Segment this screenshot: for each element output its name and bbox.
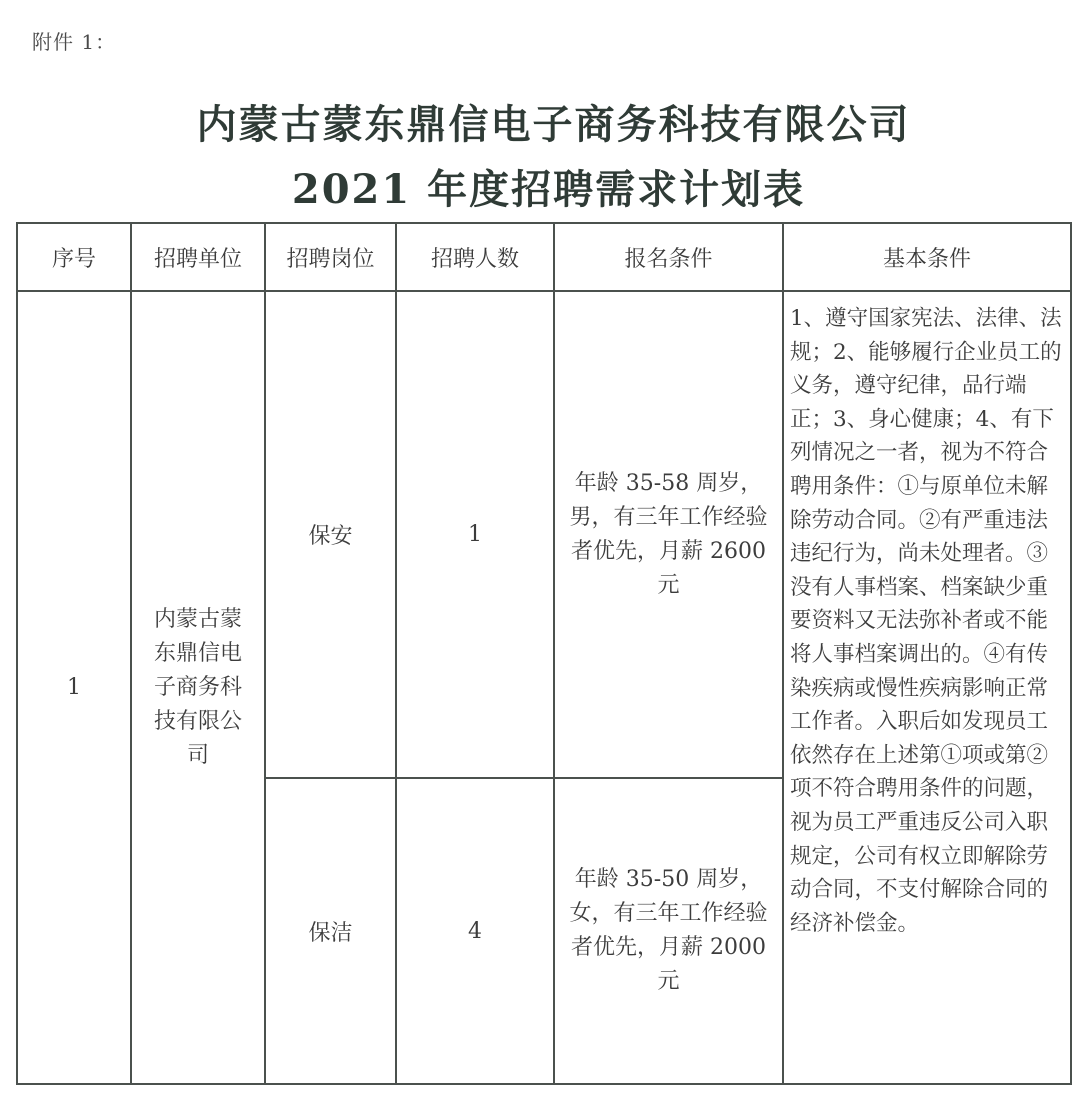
table-row [17,291,1071,778]
cell-basic-conditions: 1、遵守国家宪法、法律、法规；2、能够履行企业员工的义务，遵守纪律，品行端正；3、身心健康；4、有下列情况之一者，视为不符合聘用条件：①与原单位未解除劳动合同。②有严重违法违纪行为，尚未处理者。③没有人事档案、档案缺少重要资料又无法弥补者或不能将人事档案调出的。④有传染疾病或慢性疾病影响正常工作者。入职后如发现员工依然存在上述第①项或第②项不符合聘用条件的问题，视为员工严重违反公司入职规定，公司有权立即解除劳动合同，不支付解除合同的经济补偿金。 [783,291,1071,1084]
attachment-label: 附件 1： [32,30,117,54]
cell-position: 保安 [265,291,396,778]
cell-index: 1 [17,291,131,1084]
cell-requirements [554,291,783,778]
requirements-text: 年龄 35-58 周岁，男，有三年工作经验者优先，月薪 2600 元 [569,470,768,598]
cell-requirements [554,778,783,1084]
header-unit: 招聘单位 [131,223,265,291]
table-header-row [17,223,1071,291]
unit-name: 内蒙古蒙东鼎信电子商务科技有限公司 [153,606,242,768]
header-requirements: 报名条件 [554,223,783,291]
cell-count: 4 [396,778,554,1084]
cell-count: 1 [396,291,554,778]
header-position: 招聘岗位 [265,223,396,291]
document-subtitle: 2021 年度招聘需求计划表 [291,166,806,213]
header-count: 招聘人数 [396,223,554,291]
cell-position: 保洁 [265,778,396,1084]
document-title: 内蒙古蒙东鼎信电子商务科技有限公司 [196,101,911,148]
header-index: 序号 [17,223,131,291]
requirements-text: 年龄 35-50 周岁，女，有三年工作经验者优先，月薪 2000 元 [569,867,768,994]
header-basic-conditions: 基本条件 [783,223,1071,291]
recruitment-plan-table [16,222,1072,1085]
cell-unit [131,291,265,1084]
